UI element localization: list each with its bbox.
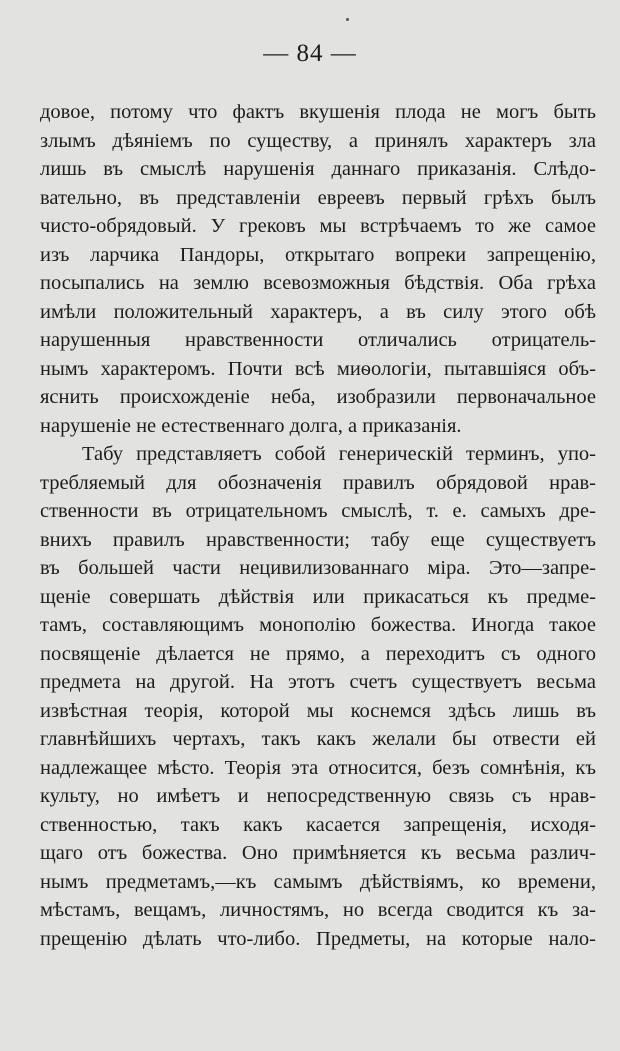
text-line: вательно, въ представленіи евреевъ первый грѣхъ былъ <box>40 186 596 209</box>
text-line: посыпались на землю всевозможныя бѣдствія. Оба грѣха <box>40 272 596 294</box>
paragraph <box>40 98 596 440</box>
paragraph <box>40 440 596 953</box>
text-line: нымъ предметамъ,—къ самымъ дѣйствіямъ, ко времени, <box>40 870 596 893</box>
text-line: посвященіе дѣлается не прямо, а переходитъ съ одного <box>40 642 596 665</box>
text-line: требляемый для обозначенія правилъ обрядовой нрав- <box>40 471 596 494</box>
text-line: надлежащее мѣсто. Теорія эта относится, безъ сомнѣнія, къ <box>40 756 596 779</box>
text-line: имѣли положительный характеръ, а въ силу этого обѣ <box>40 300 596 323</box>
text-line: нымъ характеромъ. Почти всѣ миѳологіи, пытавшіяся объ- <box>40 357 596 380</box>
text-line: щаго отъ божества. Оно примѣняется къ весьма различ- <box>40 842 596 864</box>
text-line: ственностью, такъ какъ касается запрещенія, исходя- <box>40 813 596 836</box>
body-text <box>40 98 596 953</box>
text-line: тамъ, составляющимъ монополію божества. Иногда такое <box>40 614 596 636</box>
text-line: Табу представляетъ собой генерическій терминъ, упо- <box>82 443 596 465</box>
text-line: нарушеніе не естественнаго долга, а приказанія. <box>40 414 462 437</box>
print-speck <box>346 18 349 21</box>
text-line: лишь въ смыслѣ нарушенія даннаго приказанія. Слѣдо- <box>40 158 596 180</box>
text-line: предмета на другой. На этотъ счетъ существуетъ весьма <box>40 671 596 693</box>
text-line: прещенію дѣлать что-либо. Предметы, на которые нало- <box>40 927 596 950</box>
text-line: яснить происхожденіе неба, изобразили первоначальное <box>40 386 596 408</box>
text-line: культу, но имѣетъ и непосредственную связь съ нрав- <box>40 785 596 807</box>
text-line: извѣстная теорія, которой мы коснемся здѣсь лишь въ <box>40 699 596 722</box>
text-line: въ большей части нецивилизованнаго міра. Это—запре- <box>40 557 596 579</box>
text-line: главнѣйшихъ чертахъ, такъ какъ желали бы отвести ей <box>40 728 596 750</box>
text-line: ственности въ отрицательномъ смыслѣ, т. е. самыхъ дре- <box>40 500 596 522</box>
page-number: — 84 — <box>263 40 357 67</box>
text-line: щеніе совершать дѣйствія или прикасаться къ предме- <box>40 585 596 608</box>
text-line: довое, потому что фактъ вкушенія плода не могъ быть <box>40 101 596 123</box>
text-line: нарушенныя нравственности отличались отрицатель- <box>40 329 596 351</box>
text-line: внихъ правилъ нравственности; табу еще существуетъ <box>40 528 596 551</box>
text-line: злымъ дѣяніемъ по существу, а принялъ характеръ зла <box>40 129 596 152</box>
text-line: изъ ларчика Пандоры, открытаго вопреки запрещенію, <box>40 243 596 266</box>
text-line: мѣстамъ, вещамъ, личностямъ, но всегда сводится къ за- <box>40 899 596 921</box>
text-line: чисто-обрядовый. У грековъ мы встрѣчаемъ то же самое <box>40 215 596 237</box>
